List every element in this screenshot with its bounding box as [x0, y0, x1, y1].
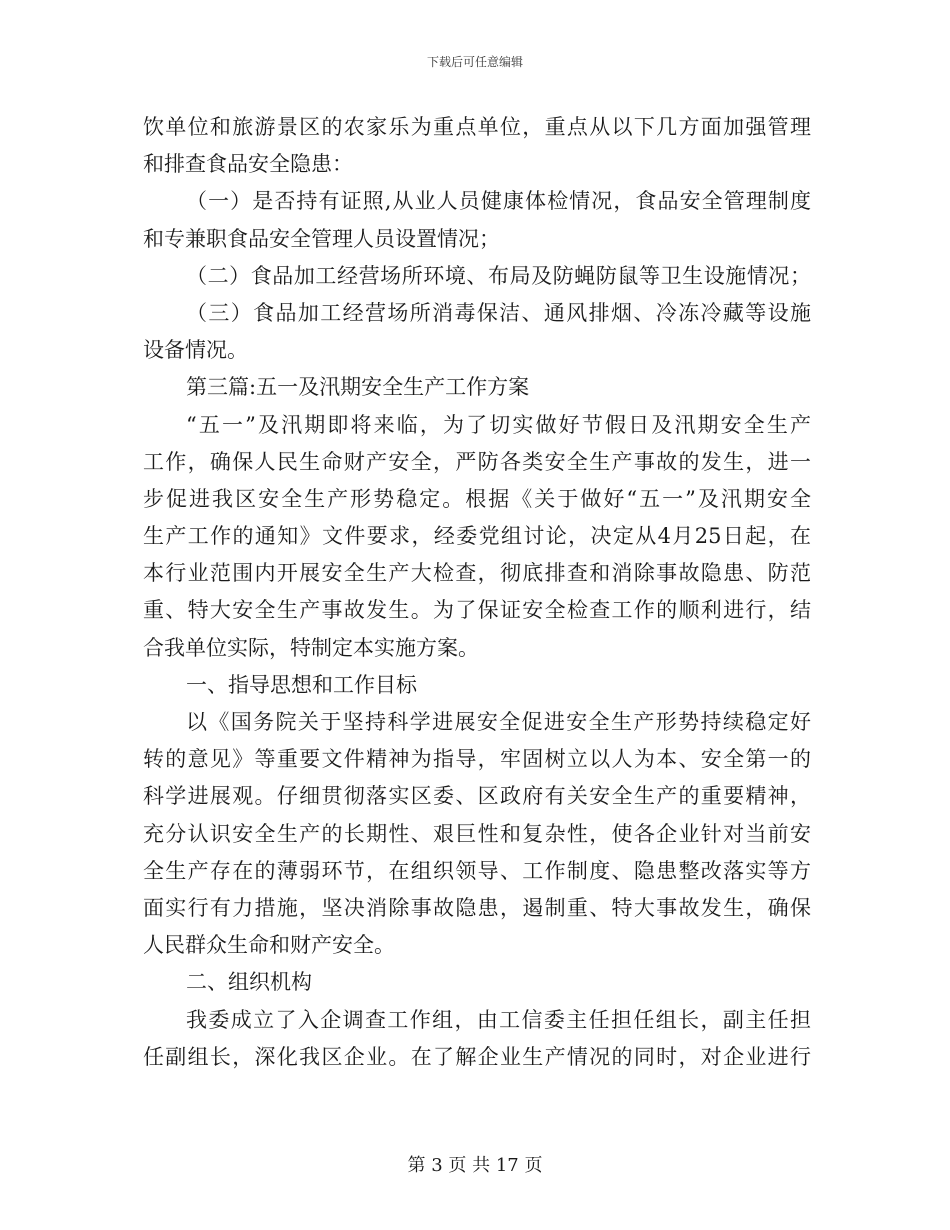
text-line: “五一”及汛期即将来临，为了切实做好节假日及汛期安全生产 [186, 412, 811, 437]
text-line: 人民群众生命和财产安全。 [143, 933, 395, 958]
text-line: 合我单位实际，特制定本实施方案。 [143, 635, 479, 660]
text-line: 工作，确保人民生命财产安全，严防各类安全生产事故的发生，进一 [143, 449, 811, 474]
text-line: 生产工作的通知》文件要求，经委党组讨论，决定从4月25日起，在 [143, 524, 811, 549]
text-line: 步促进我区安全生产形势稳定。根据《关于做好“五一”及汛期安全 [143, 486, 811, 511]
text-line: 设备情况。 [143, 338, 248, 363]
text-line: 和专兼职食品安全管理人员设置情况； [143, 226, 500, 251]
section-heading: 第三篇:五一及汛期安全生产工作方案 [186, 375, 530, 400]
text-line: 任副组长，深化我区企业。在了解企业生产情况的同时，对企业进行 [143, 1044, 811, 1069]
text-line: （一）是否持有证照,从业人员健康体检情况，食品安全管理制度 [186, 189, 811, 214]
text-line: 我委成立了入企调查工作组，由工信委主任担任组长，副主任担 [186, 1007, 811, 1032]
page-header-note: 下载后可任意编辑 [426, 55, 523, 69]
page-number: 第 3 页 共 17 页 [407, 1155, 543, 1176]
text-line: 本行业范围内开展安全生产大检查，彻底排查和消除事故隐患、防范 [143, 561, 811, 586]
text-line: 和排查食品安全隐患： [143, 152, 353, 177]
text-line: 以《国务院关于坚持科学进展安全促进安全生产形势持续稳定好 [186, 710, 811, 734]
document-body [143, 109, 811, 1076]
section-heading: 二、组织机构 [186, 970, 312, 995]
text-line: （二）食品加工经营场所环境、布局及防蝇防鼠等卫生设施情况； [186, 263, 811, 288]
text-line: 充分认识安全生产的长期性、艰巨性和复杂性，使各企业针对当前安 [143, 821, 811, 846]
text-line: 饮单位和旅游景区的农家乐为重点单位，重点从以下几方面加强管理 [143, 115, 811, 139]
text-line: 面实行有力措施，坚决消除事故隐患，遏制重、特大事故发生，确保 [143, 895, 811, 920]
text-line: 全生产存在的薄弱环节，在组织领导、工作制度、隐患整改落实等方 [143, 858, 811, 883]
text-line: 重、特大安全生产事故发生。为了保证安全检查工作的顺利进行，结 [143, 598, 811, 623]
section-heading: 一、指导思想和工作目标 [186, 672, 417, 697]
text-line: 科学进展观。仔细贯彻落实区委、区政府有关安全生产的重要精神， [143, 784, 811, 809]
text-line: 转的意见》等重要文件精神为指导，牢固树立以人为本、安全第一的 [143, 747, 811, 772]
text-line: （三）食品加工经营场所消毒保洁、通风排烟、冷冻冷藏等设施 [186, 300, 811, 325]
